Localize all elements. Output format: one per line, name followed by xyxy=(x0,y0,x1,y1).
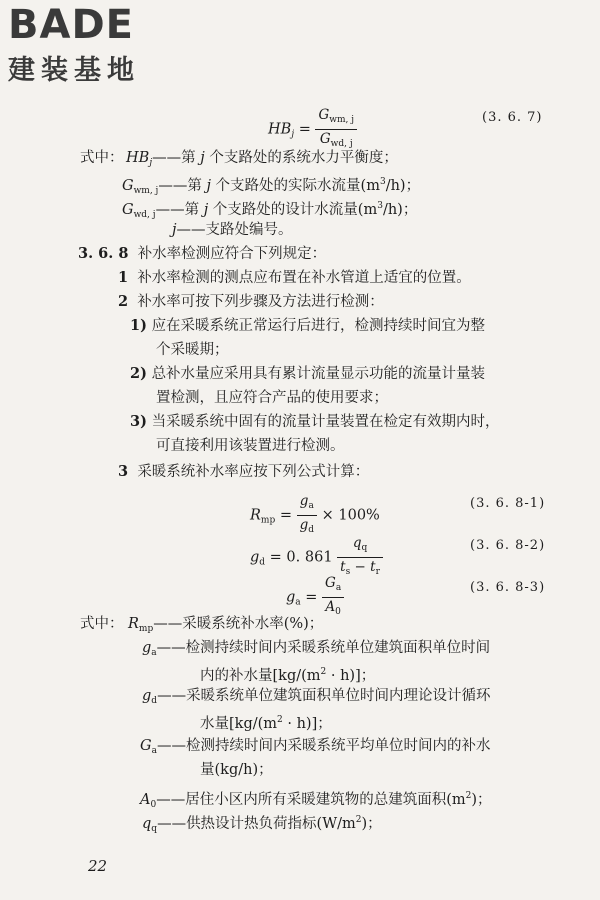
equation-number: (3. 6. 8-1) xyxy=(470,496,546,511)
where-item: $R_{mp}——$采暖系统补水率(%)； xyxy=(128,616,324,634)
where-item: j——支路处编号。 xyxy=(172,222,293,238)
where-item: $G_a——$检测持续时间内采暖系统平均单位时间内的补水 xyxy=(140,738,491,756)
sub-item-2: 2) 总补水量应采用具有累计流量显示功能的流量计量装 xyxy=(130,365,486,382)
equation-3-6-7: $HB_j$ = $\frac{G_{wm, j}}{G_{wd, j}}$ xyxy=(268,106,357,153)
logo xyxy=(6,2,181,84)
where-item: $G_{wm, j}——$第 j 个支路处的实际水流量$(m^3/h)$； xyxy=(122,177,421,196)
where-item-cont: 量(kg/h)； xyxy=(200,762,273,778)
equation-number: (3. 6. 7) xyxy=(482,110,543,125)
page-number: 22 xyxy=(88,857,108,875)
where-item: $q_q——$供热设计热负荷指标$(W/m^2)$； xyxy=(142,815,382,834)
sub-item-1: 1) 应在采暖系统正常运行后进行，检测持续时间宜为整 xyxy=(130,317,486,334)
sub-item-3: 3) 当采暖系统中固有的流量计量装置在检定有效期内时， xyxy=(130,413,500,430)
where-intro: 式中： xyxy=(80,616,124,632)
where-item: $G_{wd, j}——$第 j 个支路处的设计水流量$(m^3/h)$； xyxy=(122,201,418,220)
logo-wordmark: BADE xyxy=(8,2,134,48)
fraction: $\frac{G_{wm, j}}{G_{wd, j}}$ xyxy=(315,106,357,153)
logo-chinese: 建装基地 xyxy=(8,55,140,86)
where-intro: 式中： xyxy=(80,150,124,166)
sub-item-2-cont: 置检测，且应符合产品的使用要求； xyxy=(156,390,388,406)
where-item: $g_a——$检测持续时间内采暖系统单位建筑面积单位时间 xyxy=(142,640,491,658)
where-item: $A_0——$居住小区内所有采暖建筑物的总建筑面积$(m^2)$； xyxy=(140,791,492,810)
equation-3-6-8-1: $R_{mp}$ = $\frac{g_a}{g_d}$ × 100% xyxy=(250,493,380,535)
sub-item-3-cont: 可直接利用该装置进行检测。 xyxy=(156,438,345,454)
equation-3-6-8-2: $g_d = 0$. 861 $\frac{q_q}{t_s - t_r}$ xyxy=(250,534,383,581)
clause-item-3: 3 采暖系统补水率应按下列公式计算： xyxy=(118,463,370,480)
sub-item-1-cont: 个采暖期； xyxy=(156,342,229,358)
equation-3-6-8-3: $g_a$ = $\frac{G_a}{A_0}$ xyxy=(286,574,344,621)
where-item: $HB_j——$第 j 个支路处的系统水力平衡度； xyxy=(126,150,398,168)
where-item: $g_d——$采暖系统单位建筑面积单位时间内理论设计循环 xyxy=(142,688,491,706)
where-item-cont: 内的补水量$[kg/(m^2 \cdot h)]$； xyxy=(200,667,376,684)
clause-heading: 3. 6. 8 补水率检测应符合下列规定： xyxy=(78,245,327,262)
clause-item-1: 1 补水率检测的测点应布置在补水管道上适宜的位置。 xyxy=(118,269,471,286)
where-item-cont: 水量$[kg/(m^2 \cdot h)]$； xyxy=(200,715,332,732)
equation-number: (3. 6. 8-2) xyxy=(470,538,546,553)
equation-number: (3. 6. 8-3) xyxy=(470,580,546,595)
clause-item-2: 2 补水率可按下列步骤及方法进行检测： xyxy=(118,293,384,310)
